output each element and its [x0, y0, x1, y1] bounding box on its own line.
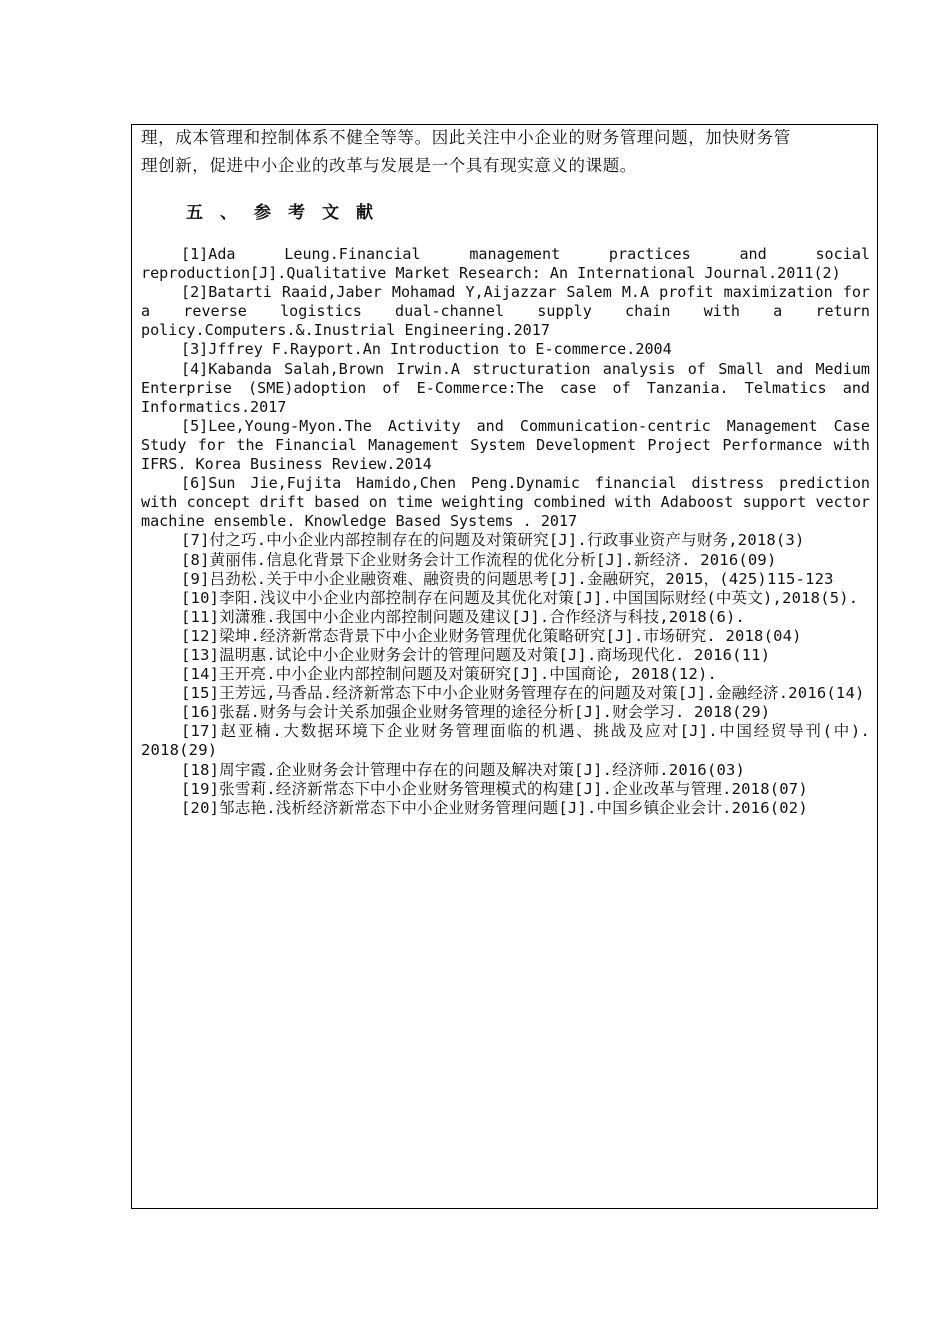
reference-item: [16]张磊.财务与会计关系加强企业财务管理的途径分析[J].财会学习. 2018(29) [181, 703, 771, 722]
reference-item: [5]Lee,Young-Myon.The Activity and Communication-centric Management Case Study for the Financial Management System Development Project Performance with IFRS. Korea Business Review.2014 [141, 416, 870, 474]
reference-item: [17]赵亚楠.大数据环境下企业财务管理面临的机遇、挑战及应对[J].中国经贸导刊(中). 2018(29) [141, 722, 870, 760]
reference-item: [19]张雪莉.经济新常态下中小企业财务管理模式的构建[J].企业改革与管理.2018(07) [181, 779, 808, 798]
reference-item: [14]王开亮.中小企业内部控制问题及对策研究[J].中国商论, 2018(12). [181, 665, 718, 684]
reference-item: [15]王芳远,马香品.经济新常态下中小企业财务管理存在的问题及对策[J].金融经济.2016(14) [181, 684, 865, 703]
reference-item: [4]Kabanda Salah,Brown Irwin.A structuration analysis of Small and Medium Enterprise (SME)adoption of E-Commerce:The case of Tanzania. Telmatics and Informatics.2017 [141, 359, 870, 416]
intro-line: 理创新，促进中小企业的改革与发展是一个具有现实意义的课题。 [141, 156, 637, 175]
reference-item: [10]李阳.浅议中小企业内部控制存在问题及其优化对策[J].中国国际财经(中英文),2018(5). [181, 588, 859, 607]
reference-item: [13]温明惠.试论中小企业财务会计的管理问题及对策[J].商场现代化. 2016(11) [181, 645, 771, 664]
reference-item: [18]周宇霞.企业财务会计管理中存在的问题及解决对策[J].经济师.2016(03) [181, 760, 746, 779]
section-heading: 五、参考文献 [186, 203, 390, 223]
reference-item: [1]Ada Leung.Financial management practices and social reproduction[J].Qualitative Market Research: An International Journal.2011(2) [141, 245, 870, 283]
reference-item: [20]邹志艳.浅析经济新常态下中小企业财务管理问题[J].中国乡镇企业会计.2016(02) [181, 798, 808, 817]
reference-item: [9]吕劲松.关于中小企业融资难、融资贵的问题思考[J].金融研究，2015，(425)115-123 [181, 569, 834, 588]
reference-item: [12]梁坤.经济新常态背景下中小企业财务管理优化策略研究[J].市场研究. 2018(04) [181, 626, 802, 645]
intro-line: 理，成本管理和控制体系不健全等等。因此关注中小企业的财务管理问题，加快财务管 [141, 128, 791, 147]
reference-item: [3]Jffrey F.Rayport.An Introduction to E-commerce.2004 [181, 340, 672, 359]
reference-item: [11]刘潇雅.我国中小企业内部控制问题及建议[J].合作经济与科技,2018(6). [181, 607, 746, 626]
intro-paragraph [141, 124, 870, 180]
page-content [141, 124, 870, 818]
reference-item: [8]黄丽伟.信息化背景下企业财务会计工作流程的优化分析[J].新经济. 2016(09) [181, 550, 777, 569]
reference-item: [2]Batarti Raaid,Jaber Mohamad Y,Aijazzar Salem M.A profit maximization for a reverse logistics dual-channel supply chain with a return policy.Computers.&.Inustrial Engineering.2017 [141, 283, 870, 340]
reference-item: [6]Sun Jie,Fujita Hamido,Chen Peng.Dynamic financial distress prediction with concept drift based on time weighting combined with Adaboost support vector machine ensemble. Knowledge Based Systems . 2017 [141, 474, 870, 531]
reference-list [141, 245, 870, 818]
reference-item: [7]付之巧.中小企业内部控制存在的问题及对策研究[J].行政事业资产与财务,2018(3) [181, 531, 805, 550]
